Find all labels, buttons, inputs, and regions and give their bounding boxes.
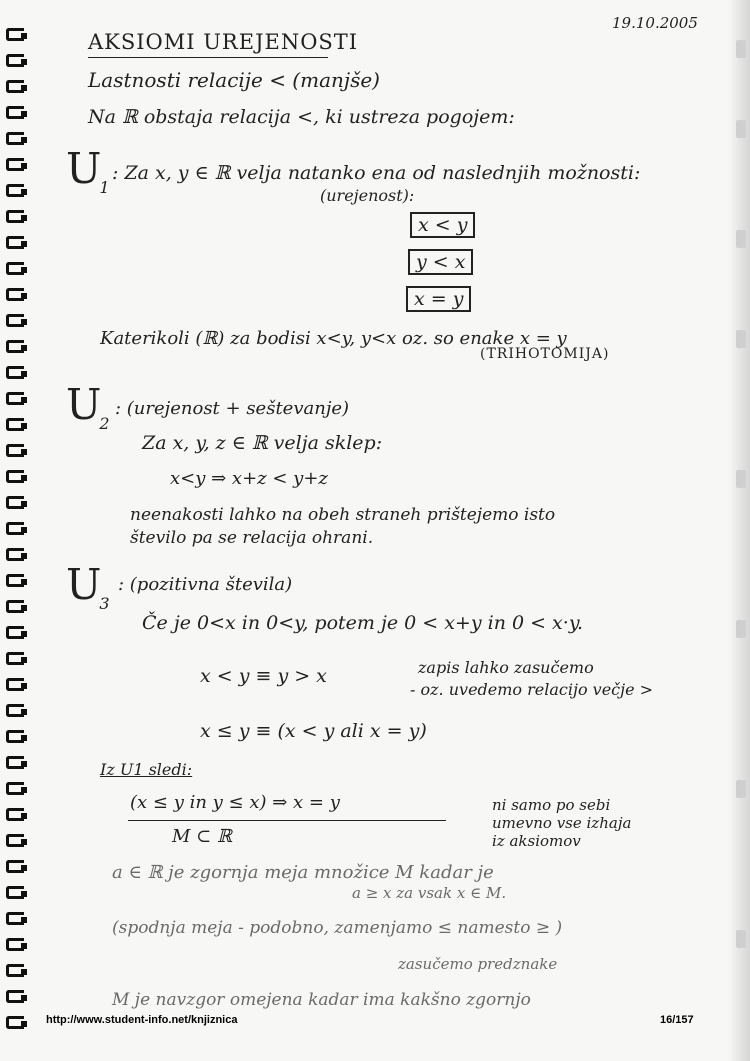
spiral-ring [6, 1016, 24, 1029]
option-box-3: x = y [406, 286, 471, 312]
equivalence-1-note-1: zapis lahko zasučemo [418, 658, 594, 677]
intro-text: Na ℝ obstaja relacija <, ki ustreza pogojem: [88, 106, 515, 128]
spiral-ring [6, 392, 24, 405]
page-edge-tab [736, 120, 746, 138]
spiral-ring [6, 574, 24, 587]
axiom-u2-formula: x<y ⇒ x+z < y+z [170, 468, 328, 489]
spiral-ring [6, 522, 24, 535]
consequence-denominator: M ⊂ ℝ [172, 826, 232, 847]
axiom-u1-note: (urejenost): [320, 186, 415, 205]
axiom-u2-explain-1: neenakosti lahko na obeh straneh prištejemo isto [130, 505, 556, 525]
date: 19.10.2005 [612, 14, 698, 32]
subtitle: Lastnosti relacije < (manjše) [88, 68, 380, 92]
spiral-ring [6, 288, 24, 301]
spiral-ring [6, 808, 24, 821]
spiral-ring [6, 28, 24, 41]
spiral-ring [6, 756, 24, 769]
page-title: AKSIOMI UREJENOSTI [88, 30, 359, 54]
spiral-ring [6, 912, 24, 925]
spiral-ring [6, 626, 24, 639]
axiom-u3-label: U3 [66, 560, 110, 613]
spiral-ring [6, 886, 24, 899]
page-edge-tab [736, 930, 746, 948]
spiral-ring [6, 158, 24, 171]
spiral-binding [6, 28, 28, 1038]
spiral-ring [6, 600, 24, 613]
footer-url[interactable]: http://www.student-info.net/knjiznica [46, 1014, 238, 1026]
spiral-ring [6, 418, 24, 431]
trichotomy-label: (TRIHOTOMIJA) [480, 346, 610, 362]
spiral-ring [6, 964, 24, 977]
consequence-premise: (x ≤ y in y ≤ x) ⇒ x = y [130, 792, 340, 813]
lower-bound-note: zasučemo predznake [398, 955, 558, 973]
axiom-u2-label: U2 [66, 380, 110, 433]
axiom-u3-rule: Če je 0<x in 0<y, potem je 0 < x+y in 0 < x·y. [142, 612, 584, 634]
spiral-ring [6, 366, 24, 379]
spiral-ring [6, 236, 24, 249]
consequence-note-2: umevno vse izhaja [492, 814, 632, 832]
page-edge-tab [736, 780, 746, 798]
upper-bound-line-1: a ∈ ℝ je zgornja meja množice M kadar je [112, 862, 494, 883]
consequence-note-3: iz aksiomov [492, 832, 581, 850]
consequence-note-1: ni samo po sebi [492, 796, 611, 814]
spiral-ring [6, 314, 24, 327]
spiral-ring [6, 184, 24, 197]
spiral-ring [6, 730, 24, 743]
spiral-ring [6, 444, 24, 457]
spiral-ring [6, 470, 24, 483]
page-edge-tab [736, 470, 746, 488]
option-box-1: x < y [410, 212, 475, 238]
spiral-ring [6, 938, 24, 951]
spiral-ring [6, 678, 24, 691]
spiral-ring [6, 210, 24, 223]
spiral-ring [6, 496, 24, 509]
lower-bound-text: (spodnja meja - podobno, zamenjamo ≤ namesto ≥ ) [112, 918, 563, 938]
equivalence-1-note-2: - oz. uvedemo relacijo večje > [410, 680, 654, 699]
spiral-ring [6, 548, 24, 561]
spiral-ring [6, 262, 24, 275]
title-underline [88, 57, 328, 58]
spiral-ring [6, 990, 24, 1003]
axiom-u1-label: U1 [66, 144, 110, 197]
page-number: 16/157 [660, 1014, 694, 1026]
page-edge-tab [736, 230, 746, 248]
bounded-above-text: M je navzgor omejena kadar ima kakšno zgornjo [112, 990, 531, 1010]
spiral-ring [6, 340, 24, 353]
axiom-u2-rule: Za x, y, z ∈ ℝ velja sklep: [142, 432, 383, 454]
spiral-ring [6, 132, 24, 145]
spiral-ring [6, 54, 24, 67]
spiral-ring [6, 860, 24, 873]
trichotomy-text: Katerikoli (ℝ) za bodisi x<y, y<x oz. so enake x = y [100, 328, 567, 349]
equivalence-1: x < y ≡ y > x [200, 665, 327, 687]
axiom-u1-text: : Za x, y ∈ ℝ velja natanko ena od naslednjih možnosti: [112, 162, 641, 184]
spiral-ring [6, 80, 24, 93]
page-edge-shadow [728, 0, 750, 1061]
spiral-ring [6, 782, 24, 795]
equivalence-2: x ≤ y ≡ (x < y ali x = y) [200, 720, 427, 742]
axiom-u3-text: : (pozitivna števila) [118, 574, 293, 595]
axiom-u2-text: : (urejenost + seštevanje) [115, 398, 350, 419]
consequence-heading: Iz U1 sledi: [100, 760, 193, 779]
upper-bound-line-2: a ≥ x za vsak x ∈ M. [352, 884, 507, 902]
spiral-ring [6, 834, 24, 847]
spiral-ring [6, 652, 24, 665]
fraction-line [128, 820, 446, 821]
option-box-2: y < x [408, 249, 473, 275]
spiral-ring [6, 106, 24, 119]
page-edge-tab [736, 620, 746, 638]
page-edge-tab [736, 40, 746, 58]
spiral-ring [6, 704, 24, 717]
page-edge-tab [736, 330, 746, 348]
axiom-u2-explain-2: število pa se relacija ohrani. [130, 528, 374, 548]
